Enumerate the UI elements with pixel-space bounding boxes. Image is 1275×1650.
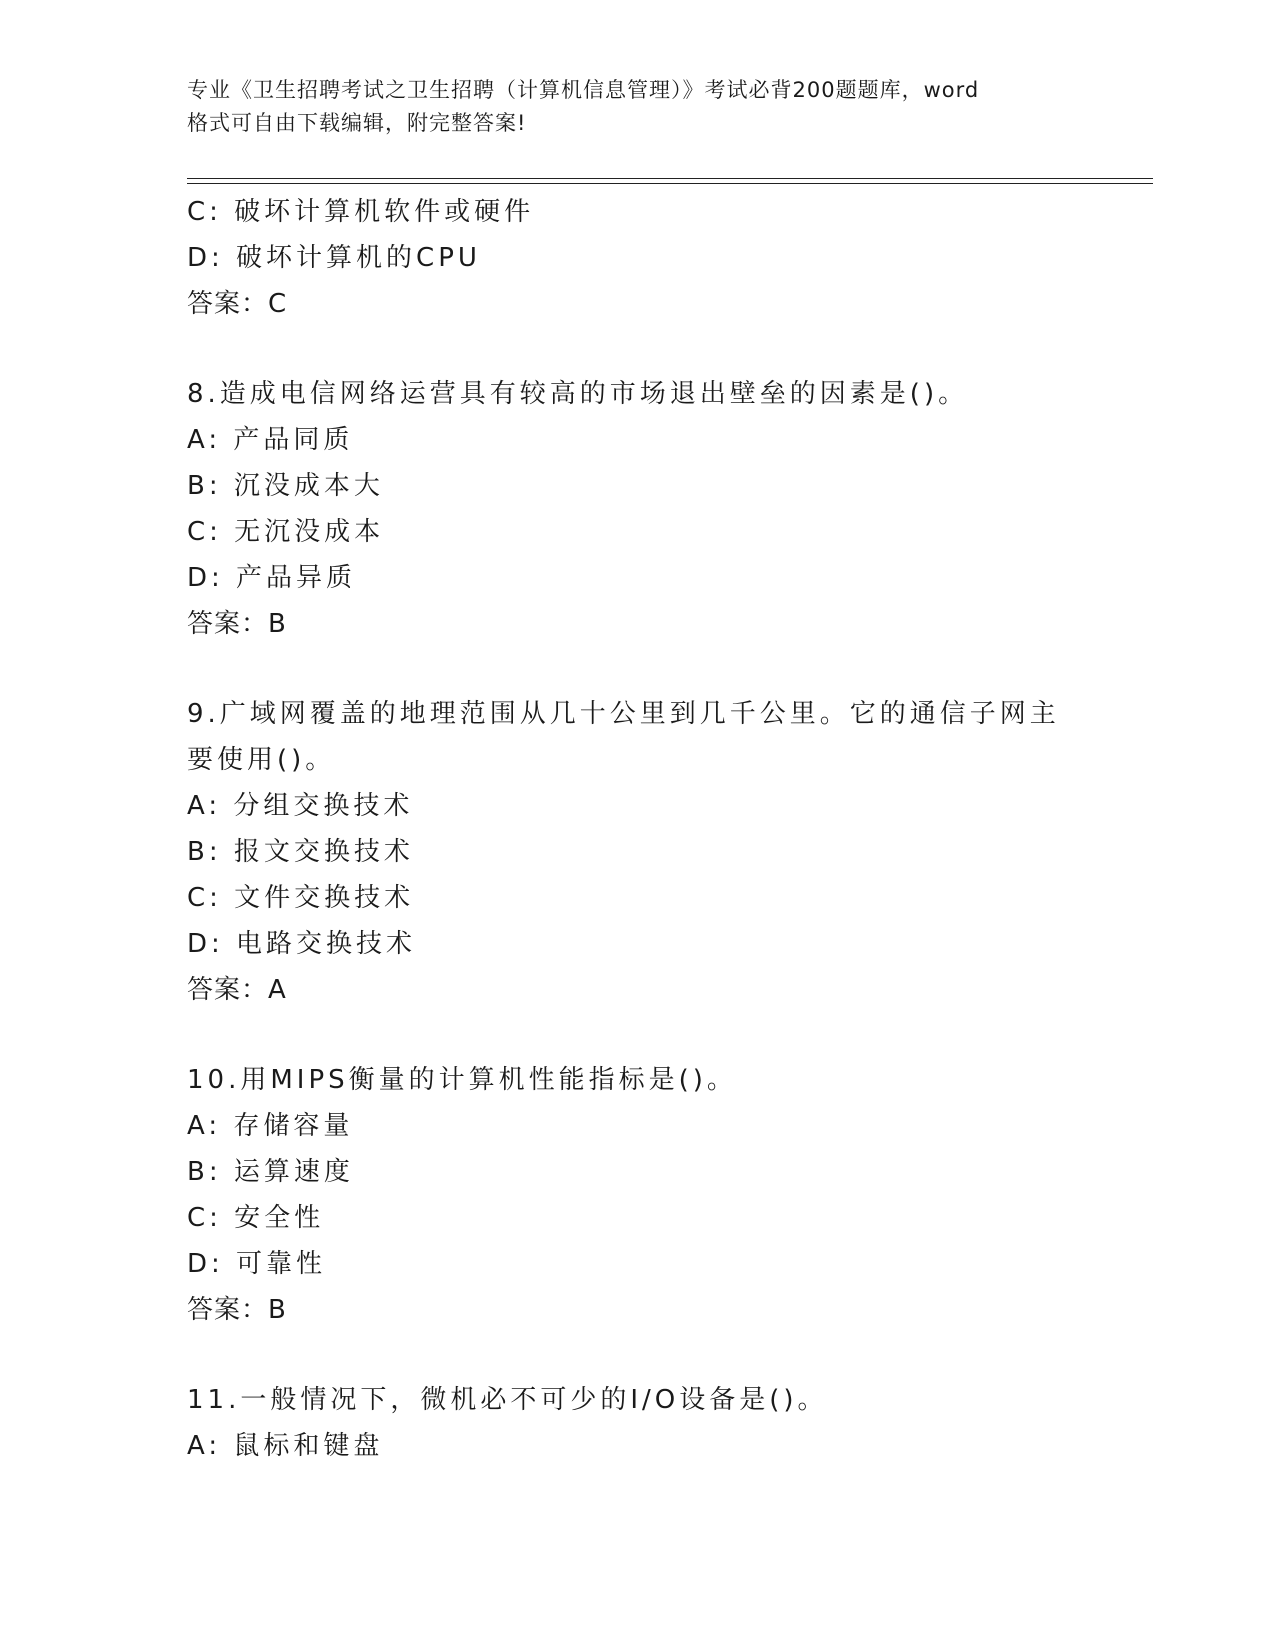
option-a: A: 分组交换技术 <box>187 791 414 821</box>
option-b: B: 运算速度 <box>187 1157 354 1187</box>
option-d: D: 破坏计算机的CPU <box>187 243 481 273</box>
header-line-1: 专业《卫生招聘考试之卫生招聘（计算机信息管理）》考试必背200题题库，word <box>187 78 980 102</box>
answer: 答案：C <box>187 289 288 319</box>
option-c: C: 安全性 <box>187 1203 325 1233</box>
answer: 答案：B <box>187 1295 287 1325</box>
question-list <box>187 189 1087 1469</box>
question-stem: 9.广域网覆盖的地理范围从几十公里到几千公里。它的通信子网主要使用()。 <box>187 699 1060 775</box>
answer: 答案：B <box>187 609 287 639</box>
header-line-2: 格式可自由下载编辑，附完整答案! <box>187 111 527 135</box>
option-c: C: 无沉没成本 <box>187 517 385 547</box>
spacer <box>187 327 1087 371</box>
option-a: A: 鼠标和键盘 <box>187 1431 384 1461</box>
option-b: B: 沉没成本大 <box>187 471 384 501</box>
option-a: A: 存储容量 <box>187 1111 354 1141</box>
option-d: D: 电路交换技术 <box>187 929 417 959</box>
question-stem: 8.造成电信网络运营具有较高的市场退出壁垒的因素是()。 <box>187 379 969 409</box>
question-stem: 11.一般情况下，微机必不可少的I/O设备是()。 <box>187 1385 828 1415</box>
document-header <box>187 74 1087 140</box>
answer: 答案：A <box>187 975 287 1005</box>
question-8 <box>187 371 1087 647</box>
question-10 <box>187 1057 1087 1333</box>
question-9 <box>187 691 1087 1013</box>
option-c: C: 破坏计算机软件或硬件 <box>187 197 535 227</box>
option-a: A: 产品同质 <box>187 425 354 455</box>
question-7-continuation <box>187 189 1087 327</box>
option-d: D: 可靠性 <box>187 1249 327 1279</box>
header-divider-bottom <box>187 183 1153 184</box>
option-c: C: 文件交换技术 <box>187 883 415 913</box>
spacer <box>187 647 1087 691</box>
header-divider-top <box>187 178 1153 179</box>
question-stem: 10.用MIPS衡量的计算机性能指标是()。 <box>187 1065 737 1095</box>
spacer <box>187 1013 1087 1057</box>
option-d: D: 产品异质 <box>187 563 357 593</box>
spacer <box>187 1333 1087 1377</box>
option-b: B: 报文交换技术 <box>187 837 414 867</box>
question-11 <box>187 1377 1087 1469</box>
